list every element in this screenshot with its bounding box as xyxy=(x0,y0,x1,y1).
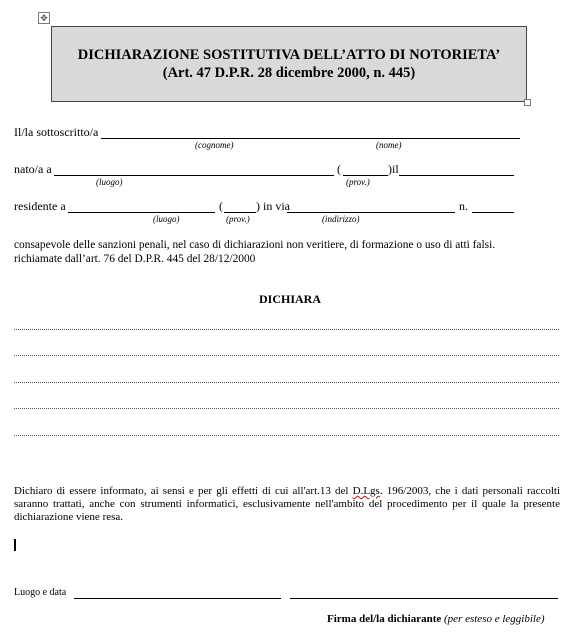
cognome-hint: (cognome) xyxy=(195,140,234,150)
text-cursor xyxy=(14,539,16,551)
dichiara-heading: DICHIARA xyxy=(258,292,321,306)
firma-caption xyxy=(327,613,545,625)
privacy-dlgs: D.Lgs xyxy=(352,485,380,497)
nato-prov-close: )il xyxy=(388,162,399,176)
dichiara-line-3[interactable] xyxy=(14,382,559,383)
dichiara-line-5[interactable] xyxy=(14,435,559,436)
cognome-nome-line[interactable] xyxy=(101,138,520,139)
indirizzo-line[interactable] xyxy=(287,212,455,213)
nato-prov-open: ( xyxy=(337,162,341,176)
firma-note: (per esteso e leggibile) xyxy=(441,613,545,625)
nato-prov-line[interactable] xyxy=(343,175,388,176)
consapevole-text: consapevole delle sanzioni penali, nel caso di dichiarazioni non veritiere, di formazione o uso di atti falsi. xyxy=(14,239,496,251)
dichiara-line-1[interactable] xyxy=(14,329,559,330)
indirizzo-hint: (indirizzo) xyxy=(322,214,360,224)
luogo-data-line[interactable] xyxy=(74,598,281,599)
numero-line[interactable] xyxy=(472,212,514,213)
table-move-handle-icon[interactable]: ✥ xyxy=(38,12,50,24)
firma-label: Firma del/la dichiarante xyxy=(327,613,442,625)
residente-luogo-line[interactable] xyxy=(68,212,215,213)
nato-luogo-hint: (luogo) xyxy=(96,177,123,187)
dichiara-line-2[interactable] xyxy=(14,355,559,356)
numero-label: n. xyxy=(459,199,468,213)
residente-prov-open: ( xyxy=(219,199,223,213)
nome-hint: (nome) xyxy=(376,140,402,150)
privacy-post: . 196/2003, che i dati personali raccolti saranno trattati, anche con strumenti informatici, esclusivamente nell'ambito del procedimento per il quale la presente dichiarazione viene resa. xyxy=(14,485,560,523)
firma-line[interactable] xyxy=(290,598,558,599)
title-box xyxy=(51,26,527,102)
residente-prov-hint: (prov.) xyxy=(226,214,250,224)
residente-label: residente a xyxy=(14,199,66,213)
luogo-data-label: Luogo e data xyxy=(14,587,67,598)
title-line-1: DICHIARAZIONE SOSTITUTIVA DELL’ATTO DI NOTORIETA’ xyxy=(77,47,501,63)
residente-prov-close: ) in via xyxy=(256,199,290,213)
sottoscritto-label: Il/la sottoscritto/a xyxy=(14,125,99,139)
nato-prov-hint: (prov.) xyxy=(346,177,370,187)
privacy-paragraph xyxy=(14,485,560,524)
residente-luogo-hint: (luogo) xyxy=(153,214,180,224)
residente-prov-line[interactable] xyxy=(224,212,256,213)
nato-label: nato/a a xyxy=(14,162,52,176)
privacy-pre: Dichiaro di essere informato, ai sensi e per gli effetti di cui all'art.13 del xyxy=(14,485,353,497)
title-line-2: (Art. 47 D.P.R. 28 dicembre 2000, n. 445) xyxy=(162,65,416,81)
dichiara-line-4[interactable] xyxy=(14,408,559,409)
table-resize-handle[interactable] xyxy=(524,99,531,106)
nato-luogo-line[interactable] xyxy=(54,175,334,176)
data-nascita-line[interactable] xyxy=(399,175,514,176)
richiamate-text: richiamate dall’art. 76 del D.P.R. 445 del 28/12/2000 xyxy=(14,253,256,265)
